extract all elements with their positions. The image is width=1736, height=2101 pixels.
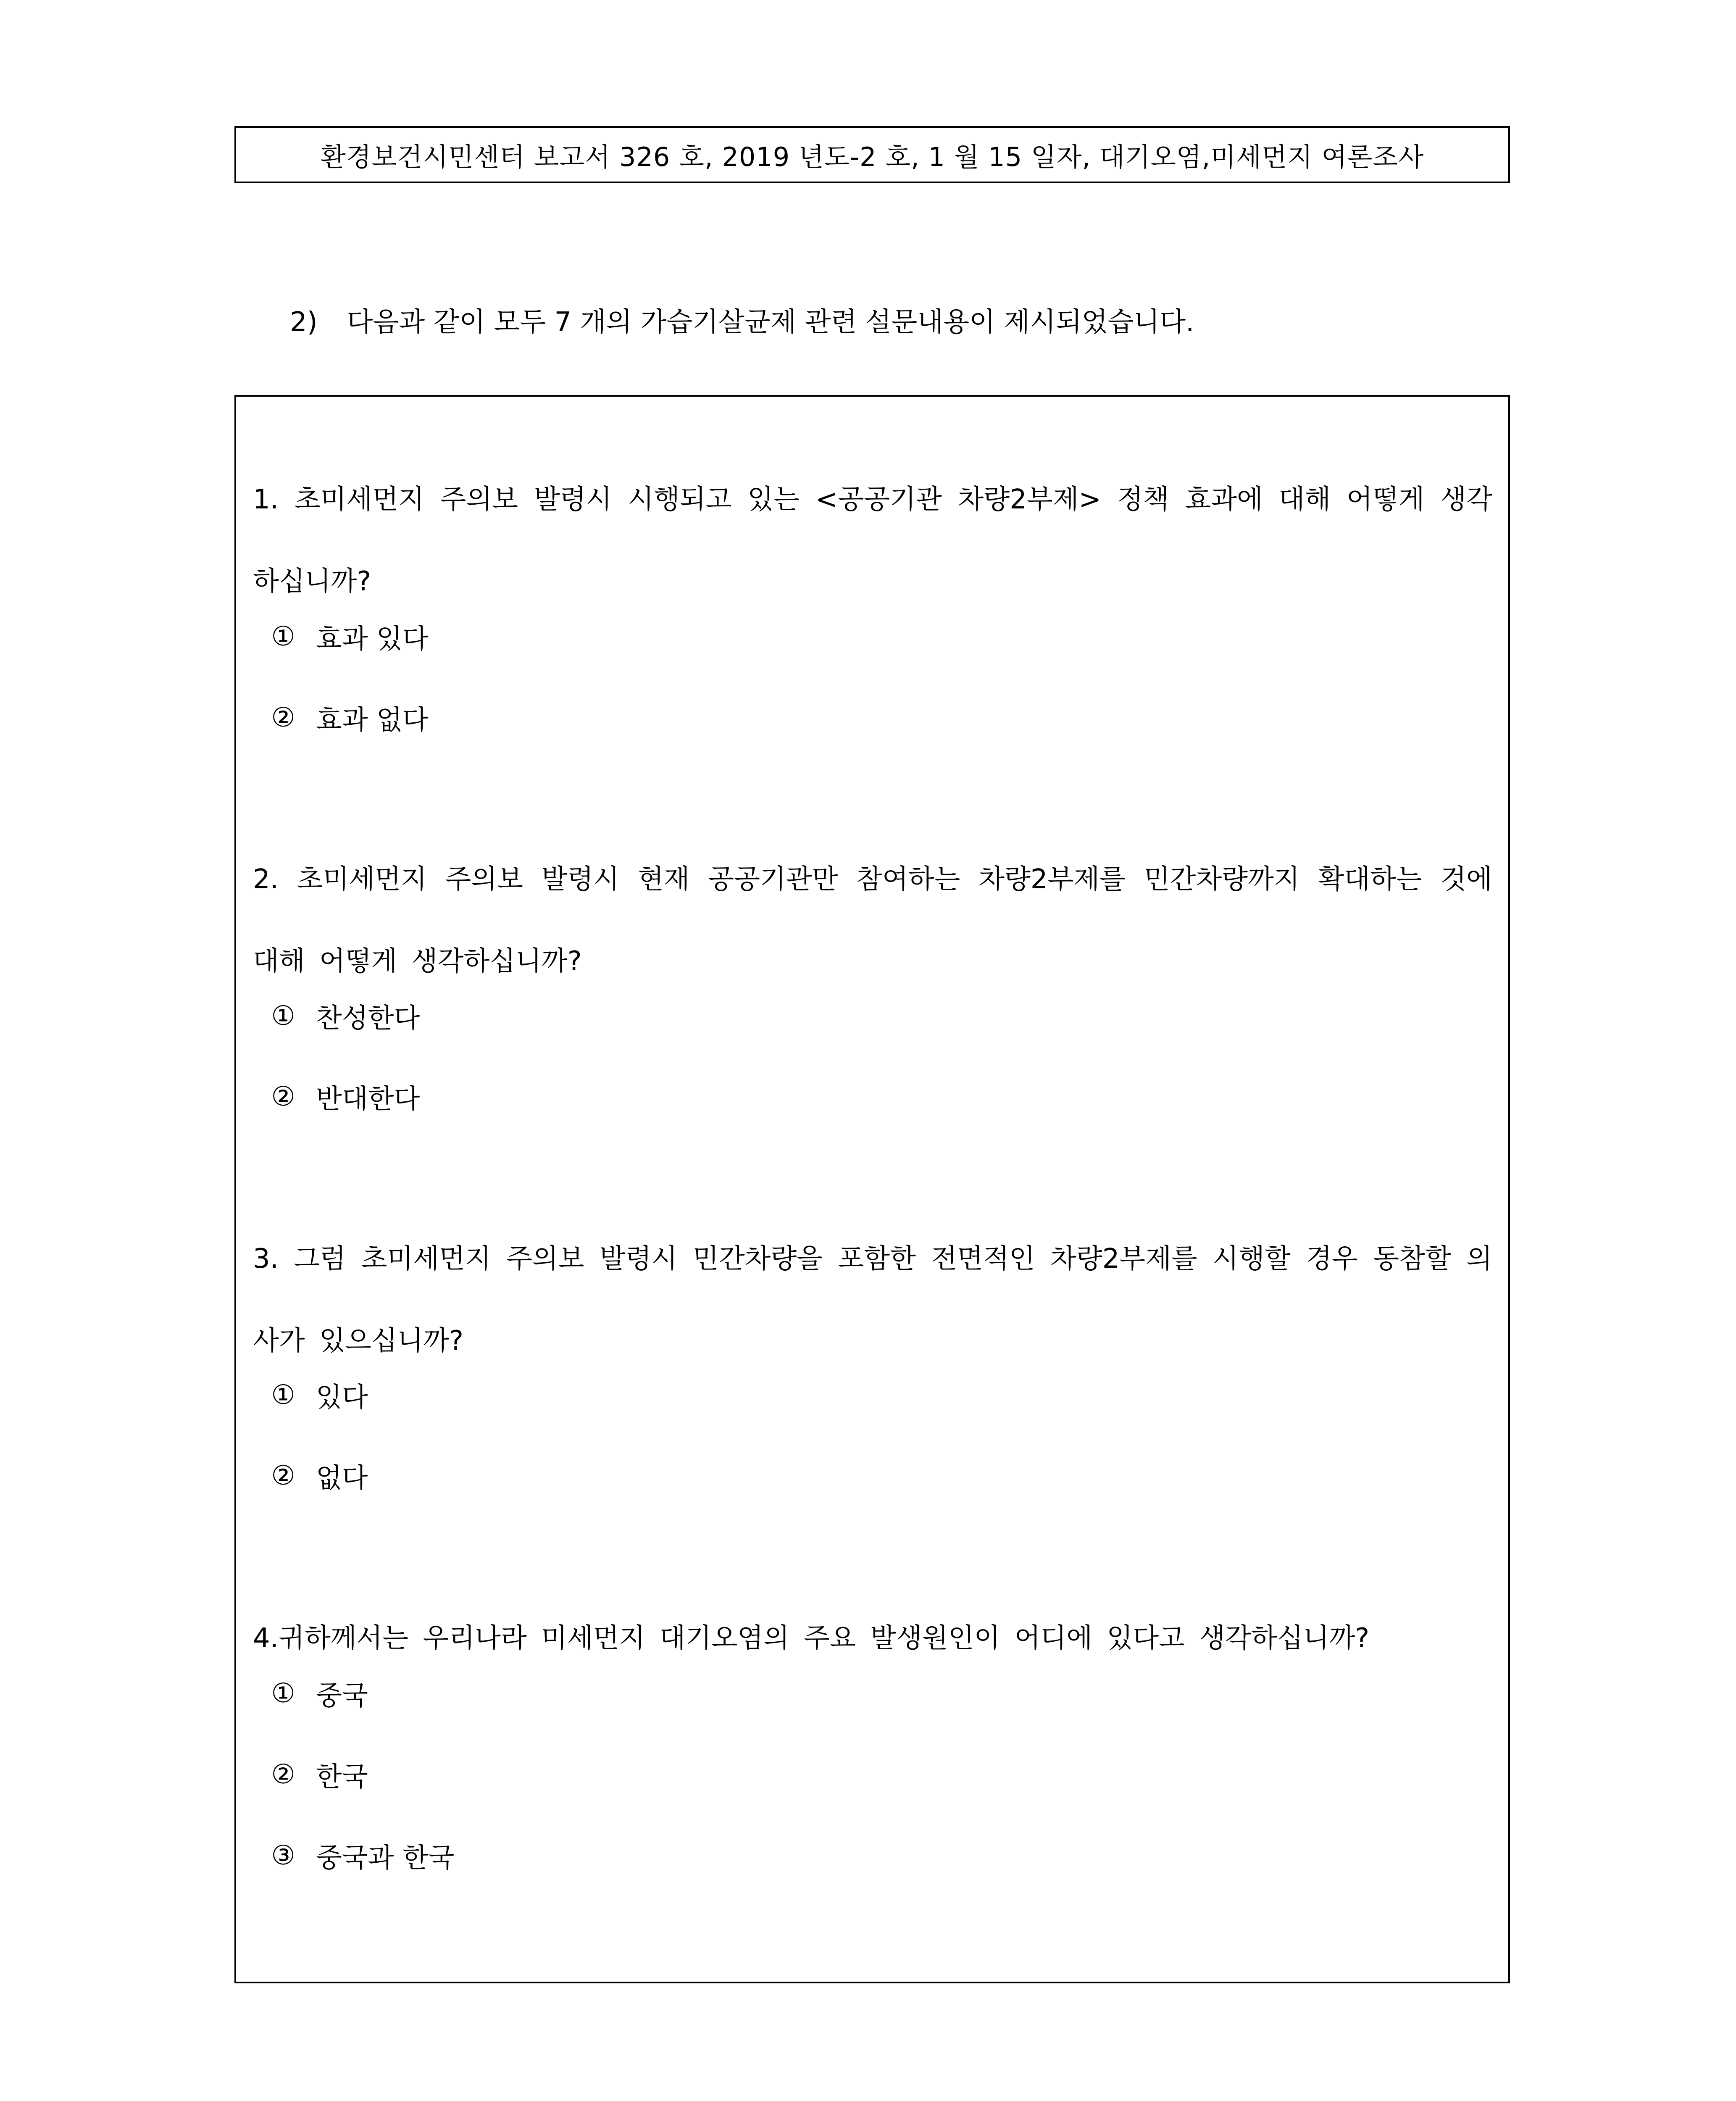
option-marker: ①	[271, 1678, 295, 1709]
option-label: 반대한다	[316, 1084, 420, 1115]
question-2-option-2	[270, 1077, 420, 1116]
option-label: 찬성한다	[316, 1003, 420, 1034]
option-marker: ①	[271, 621, 295, 652]
report-header	[234, 126, 1510, 183]
question-3-option-1	[270, 1376, 368, 1414]
question-4-option-3	[270, 1836, 454, 1875]
intro-number: 2)	[290, 307, 318, 338]
intro-line	[290, 300, 1194, 339]
question-1-option-1	[270, 617, 429, 656]
option-label: 중국과 한국	[316, 1843, 455, 1874]
option-marker: ②	[271, 1460, 295, 1491]
option-label: 효과 있다	[316, 624, 429, 655]
question-1: 1. 초미세먼지 주의보 발령시 시행되고 있는 <공공기관 차량2부제> 정책 효과에 대해 어떻게 생각하십니까?	[253, 484, 1492, 597]
report-header-title: 환경보건시민센터 보고서 326 호, 2019 년도-2 호, 1 월 15 일자, 대기오염,미세먼지 여론조사	[320, 141, 1424, 172]
option-marker: ③	[271, 1840, 295, 1871]
question-1-option-2	[270, 698, 429, 737]
question-4: 4.귀하께서는 우리나라 미세먼지 대기오염의 주요 발생원인이 어디에 있다고 생각하십니까?	[253, 1623, 1370, 1654]
option-label: 없다	[316, 1463, 368, 1494]
option-marker: ②	[271, 1759, 295, 1790]
question-4-option-2	[270, 1755, 368, 1794]
option-label: 효과 없다	[316, 705, 429, 736]
option-label: 한국	[316, 1761, 368, 1793]
option-marker: ①	[271, 1380, 295, 1411]
question-3-option-2	[270, 1456, 368, 1495]
option-marker: ②	[271, 702, 295, 733]
option-label: 중국	[316, 1680, 368, 1711]
question-3: 3. 그럼 초미세먼지 주의보 발령시 민간차량을 포함한 전면적인 차량2부제를 시행할 경우 동참할 의사가 있으십니까?	[253, 1243, 1492, 1356]
question-4-option-1	[270, 1674, 368, 1713]
question-2: 2. 초미세먼지 주의보 발령시 현재 공공기관만 참여하는 차량2부제를 민간차량까지 확대하는 것에 대해 어떻게 생각하십니까?	[253, 864, 1492, 977]
option-marker: ①	[271, 1000, 295, 1032]
survey-questions-box	[234, 395, 1510, 1983]
option-marker: ②	[271, 1081, 295, 1112]
intro-text: 다음과 같이 모두 7 개의 가습기살균제 관련 설문내용이 제시되었습니다.	[347, 307, 1194, 338]
option-label: 있다	[316, 1382, 368, 1413]
question-2-option-1	[270, 997, 420, 1035]
